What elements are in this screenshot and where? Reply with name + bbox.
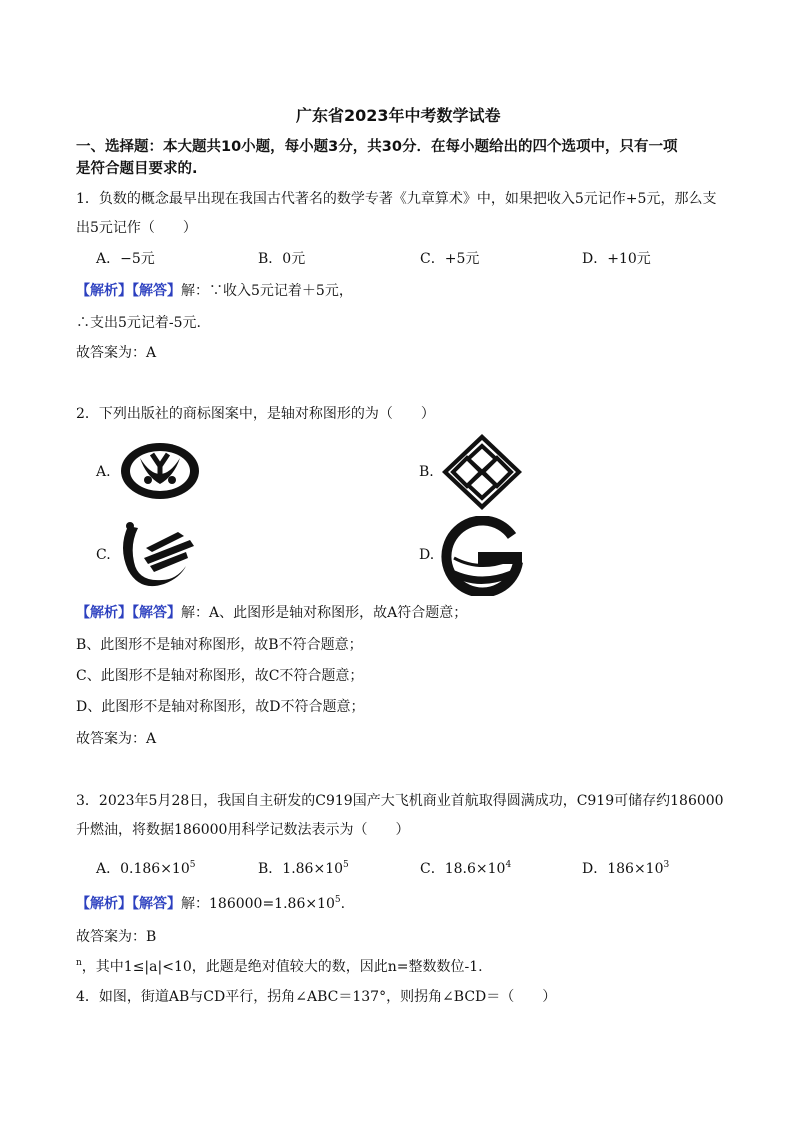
section-heading-line1: 一、选择题：本大题共10小题，每小题3分，共30分．在每小题给出的四个选项中，只有一项 (76, 139, 678, 155)
q3-final-answer: 故答案为：B (76, 929, 157, 945)
q1-option-d: D．+10元 (582, 251, 651, 267)
q3-option-c: C．$18.6\times 10^4$ (420, 860, 512, 877)
q2-answer-text: 解：A、此图形是轴对称图形，故A符合题意； (181, 605, 468, 621)
diamond-grid-logo-icon (440, 432, 524, 512)
q3-option-b: B．$1.86\times 10^5$ (258, 860, 349, 877)
q2-stem: 2．下列出版社的商标图案中，是轴对称图形的为（ ） (76, 406, 435, 422)
q2-answer-line3: C、此图形不是轴对称图形，故C不符合题意； (76, 668, 364, 684)
solution-tag: 【解答】 (132, 605, 181, 621)
q3-answer-line1: 【解析】【解答】解：$186000=1.86\times 10^5$. (76, 895, 346, 912)
q2-answer-line4: D、此图形不是轴对称图形，故D不符合题意； (76, 699, 365, 715)
analysis-tag: 【解析】 (76, 283, 132, 299)
q2-final-answer: 故答案为：A (76, 731, 157, 747)
eye-logo-icon (118, 440, 202, 502)
q1-answer-line1 (76, 282, 353, 300)
q2-answer-line1 (76, 604, 467, 622)
q1-answer-text: 解：∵收入5元记着＋5元， (181, 283, 353, 299)
q4-stem: 4．如图，街道AB与CD平行，拐角∠ABC＝137°，则拐角∠BCD＝（ ） (76, 989, 557, 1005)
q3-stem-line1: 3．2023年5月28日，我国自主研发的C919国产大飞机商业首航取得圆满成功，C919可储存约186000 (76, 793, 724, 809)
g-logo-icon (440, 516, 526, 596)
q3-option-a: A．$0.186\times 10^5$ (96, 860, 196, 877)
q1-stem-line1: 1．负数的概念最早出现在我国古代著名的数学专著《九章算术》中，如果把收入5元记作+5元，那么支 (76, 191, 717, 207)
q1-answer-line2: ∴支出5元记着-5元. (76, 315, 201, 331)
analysis-tag: 【解析】 (76, 605, 132, 621)
section-heading-line2: 是符合题目要求的. (76, 161, 198, 177)
solution-tag: 【解答】 (132, 896, 181, 912)
q2-option-a-label: A. (96, 464, 111, 480)
page-title: 广东省2023年中考数学试卷 (296, 106, 501, 125)
q3-option-d: D．$186\times 10^3$ (582, 860, 670, 877)
q1-option-a: A．−5元 (96, 251, 155, 267)
q1-stem-line2: 出5元记作（ ） (76, 220, 197, 236)
q2-option-c-label: C. (96, 547, 111, 563)
q3-note: $^n$，其中1≤|a|<10，此题是绝对值较大的数，因此n=整数数位-1. (76, 958, 483, 975)
q3-stem-line2: 升燃油，将数据186000用科学记数法表示为（ ） (76, 822, 410, 838)
q1-final-answer: 故答案为：A (76, 345, 157, 361)
q1-option-c: C．+5元 (420, 251, 480, 267)
solution-tag: 【解答】 (132, 283, 181, 299)
q2-answer-line2: B、此图形不是轴对称图形，故B不符合题意； (76, 637, 363, 653)
q1-option-b: B．0元 (258, 251, 306, 267)
swirl-logo-icon (116, 518, 200, 594)
q2-option-b-label: B. (419, 464, 434, 480)
analysis-tag: 【解析】 (76, 896, 132, 912)
q2-option-d-label: D. (419, 547, 435, 563)
